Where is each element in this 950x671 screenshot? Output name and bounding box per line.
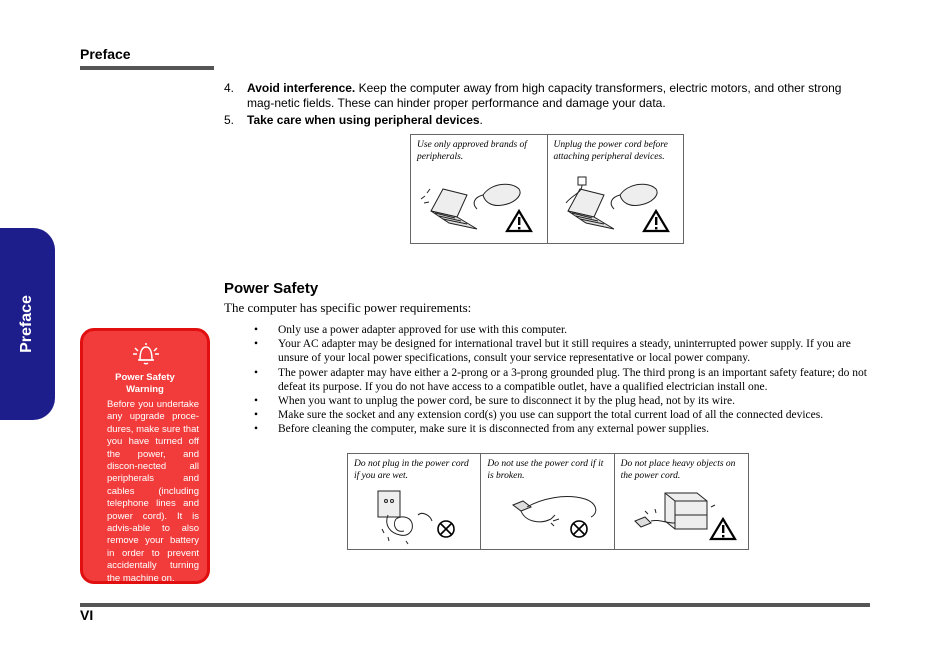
side-tab-label: Preface (18, 295, 35, 353)
warning-body: Before you undertake any upgrade proce-dures, make sure that you have turned off the power, and discon-nected all peripherals and cables (including telephone lines and power cord). It is advis-able to also remove your battery in order to prevent accidentally turning the machine on. (107, 399, 199, 584)
power-illustration-table (347, 453, 749, 550)
item-body: . (479, 113, 483, 127)
laptop-peripheral-illustration (411, 173, 547, 243)
item-number: 5. (224, 113, 235, 127)
power-safety-bullets (252, 323, 872, 437)
bullet-item: • When you want to unplug the power cord, be sure to disconnect it by the plug head, not by its wire. (254, 395, 736, 408)
illustration-caption: Unplug the power cord before attaching peripheral devices. (553, 140, 668, 162)
wet-hands-plug-illustration (348, 485, 481, 549)
warning-triangle-icon (507, 211, 531, 231)
item-bold-lead: Avoid interference. (247, 81, 356, 95)
illustration-cell (548, 135, 684, 243)
item-bold-lead: Take care when using peripheral devices (247, 113, 480, 127)
item-body: Keep the computer away from high capacity transformers, electric motors, and other strong mag-netic fields. These can hinder proper performance and damage your data. (247, 81, 842, 110)
bullet-item: • Only use a power adapter approved for use with this computer. (254, 324, 568, 336)
power-safety-warning-box (80, 328, 210, 584)
footer-rule (80, 603, 870, 607)
section-title: Power Safety (224, 280, 319, 297)
illustration-caption: Do not use the power cord if it is broken. (487, 459, 604, 481)
item-text (247, 81, 867, 111)
list-item-4 (224, 81, 874, 113)
illustration-caption: Do not plug in the power cord if you are wet. (354, 459, 469, 481)
illustration-cell (348, 454, 481, 549)
laptop-unplug-illustration (548, 173, 684, 243)
illustration-cell (481, 454, 614, 549)
item-text (247, 113, 867, 128)
header-rule (80, 66, 214, 70)
illustration-cell (615, 454, 748, 549)
bullet-item: • The power adapter may have either a 2-prong or a 3-prong grounded plug. The third prong is an important safety feature; do not defeat its purpose. If you do not have access to a compatible outlet, have a qualified electrician install one. (254, 366, 867, 393)
alarm-bell-icon (130, 342, 162, 366)
peripheral-illustration-table (410, 134, 684, 244)
warning-title: Power Safety Warning (115, 372, 175, 395)
page-header-title: Preface (80, 46, 131, 62)
warning-triangle-icon (711, 519, 735, 539)
bullet-item: • Your AC adapter may be designed for international travel but it still requires a steady, uninterrupted power supply. If you are unsure of your local power specifications, consult your service representative or local power company. (254, 338, 851, 365)
item-number: 4. (224, 81, 235, 95)
broken-cord-illustration (481, 485, 614, 549)
heavy-objects-cord-illustration (615, 485, 749, 549)
page-number: VI (80, 607, 94, 623)
warning-triangle-icon (644, 211, 668, 231)
list-item-5 (224, 113, 874, 129)
bullet-item: • Before cleaning the computer, make sure it is disconnected from any external power supplies. (254, 423, 709, 436)
prohibited-icon (438, 521, 454, 537)
side-section-tab (0, 228, 55, 420)
illustration-caption: Do not place heavy objects on the power cord. (620, 459, 736, 481)
prohibited-icon (571, 521, 587, 537)
illustration-caption: Use only approved brands of peripherals. (417, 140, 527, 162)
illustration-cell (411, 135, 548, 243)
bullet-item: • Make sure the socket and any extension cord(s) you use can support the total current load of all the connected devices. (254, 409, 824, 422)
section-intro: The computer has specific power requirements: (224, 300, 472, 315)
